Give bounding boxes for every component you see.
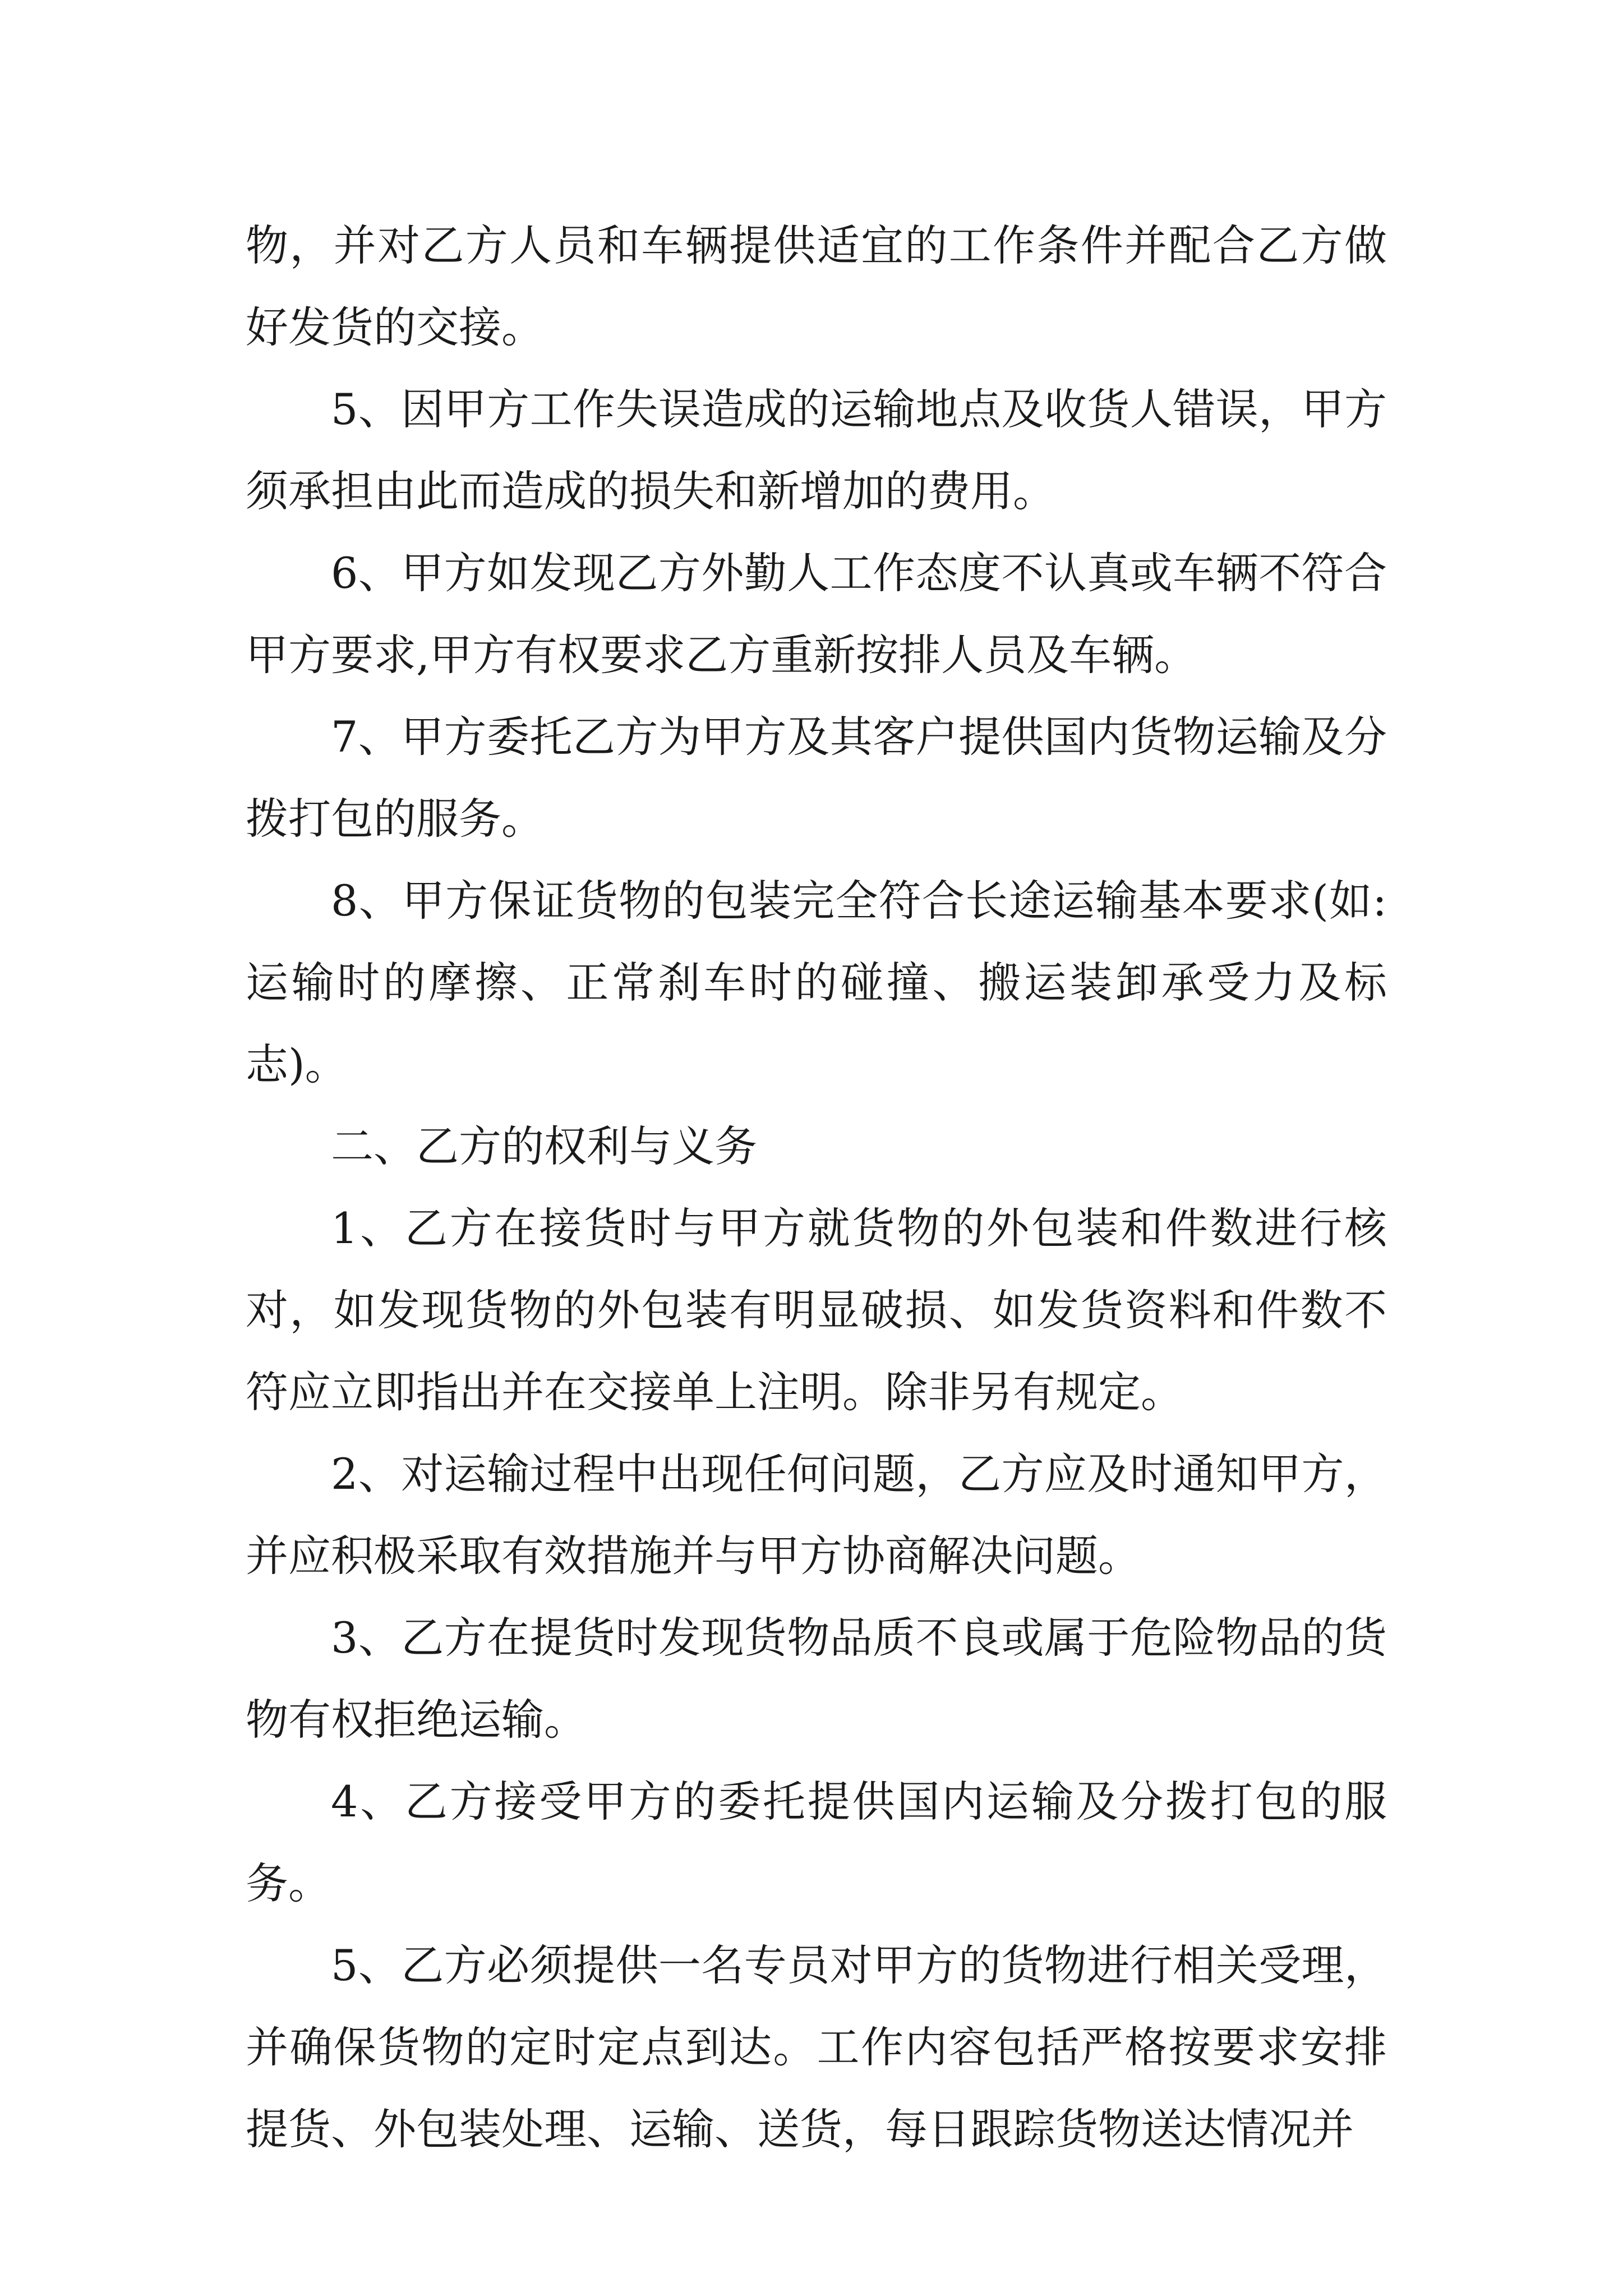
paragraph-b-clause-3: 3、乙方在提货时发现货物品质不良或属于危险物品的货物有权拒绝运输。 bbox=[246, 1613, 1387, 1745]
paragraph-clause-7: 7、甲方委托乙方为甲方及其客户提供国内货物运输及分拨打包的服务。 bbox=[246, 712, 1387, 844]
section-heading: 二、乙方的权利与义务 bbox=[331, 1121, 757, 1171]
paragraph-b-clause-5: 5、乙方必须提供一名专员对甲方的货物进行相关受理，并确保货物的定时定点到达。工作内容包括严格按要求安排提货、外包装处理、运输、送货，每日跟踪货物送达情况并 bbox=[246, 1940, 1387, 2154]
paragraph-b-clause-4: 4、乙方接受甲方的委托提供国内运输及分拨打包的服务。 bbox=[246, 1777, 1387, 1908]
paragraph-clause-8: 8、甲方保证货物的包装完全符合长途运输基本要求(如:运输时的摩擦、正常刹车时的碰撞、搬运装卸承受力及标志)。 bbox=[246, 876, 1387, 1089]
paragraph-b-clause-1: 1、乙方在接货时与甲方就货物的外包装和件数进行核对，如发现货物的外包装有明显破损、如发货资料和件数不符应立即指出并在交接单上注明。除非另有规定。 bbox=[246, 1203, 1387, 1417]
paragraph-continuation: 物，并对乙方人员和车辆提供适宜的工作条件并配合乙方做好发货的交接。 bbox=[246, 220, 1387, 352]
paragraph-b-clause-2: 2、对运输过程中出现任何问题，乙方应及时通知甲方，并应积极采取有效措施并与甲方协商解决问题。 bbox=[246, 1449, 1387, 1581]
document-page bbox=[246, 205, 1387, 2170]
paragraph-clause-6: 6、甲方如发现乙方外勤人工作态度不认真或车辆不符合甲方要求,甲方有权要求乙方重新按排人员及车辆。 bbox=[246, 548, 1387, 680]
paragraph-clause-5: 5、因甲方工作失误造成的运输地点及收货人错误，甲方须承担由此而造成的损失和新增加的费用。 bbox=[246, 384, 1387, 516]
